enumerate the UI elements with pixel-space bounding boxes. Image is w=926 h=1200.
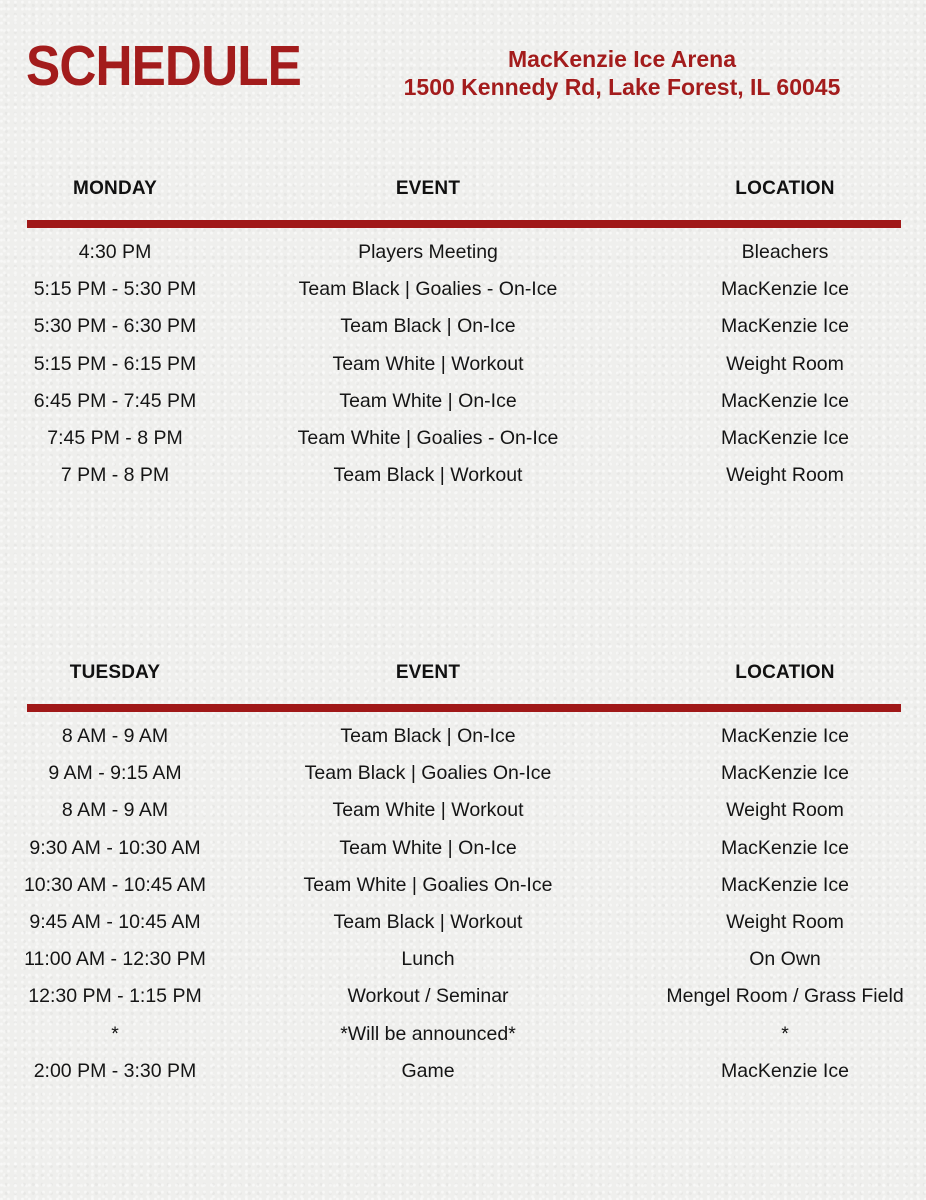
location-cell: Weight Room	[726, 352, 844, 375]
monday-divider	[27, 220, 901, 228]
venue-name: MacKenzie Ice Arena	[508, 46, 736, 72]
event-cell: Team Black | Goalies On-Ice	[304, 762, 552, 785]
table-row	[0, 985, 926, 1022]
monday-rows	[0, 241, 926, 501]
time-cell: 5:15 PM - 6:15 PM	[33, 352, 197, 375]
time-cell: 7:45 PM - 8 PM	[47, 426, 183, 449]
table-row	[0, 241, 926, 278]
location-cell: *	[781, 1022, 789, 1045]
event-cell: Team White | Goalies On-Ice	[303, 873, 553, 896]
tuesday-event-header: EVENT	[395, 662, 461, 683]
tuesday-location-header: LOCATION	[735, 662, 835, 683]
table-row	[0, 762, 926, 799]
table-row	[0, 315, 926, 352]
venue-info	[330, 46, 914, 101]
event-cell: Team Black | On-Ice	[340, 315, 516, 338]
table-row	[0, 1023, 926, 1060]
event-cell: Workout / Seminar	[347, 985, 509, 1008]
time-cell: 5:15 PM - 5:30 PM	[33, 278, 197, 301]
time-cell: 4:30 PM	[78, 241, 152, 263]
location-cell: Bleachers	[741, 241, 829, 263]
time-cell: 5:30 PM - 6:30 PM	[33, 315, 197, 338]
event-cell: Game	[401, 1059, 455, 1082]
location-cell: On Own	[749, 948, 821, 971]
event-cell: Team Black | Workout	[333, 464, 523, 487]
table-row	[0, 799, 926, 836]
time-cell: 9:30 AM - 10:30 AM	[29, 836, 201, 859]
page-title: SCHEDULE	[26, 34, 301, 98]
location-cell: MacKenzie Ice	[721, 725, 849, 747]
tuesday-day-header: TUESDAY	[69, 662, 161, 683]
time-cell: 7 PM - 8 PM	[60, 464, 170, 487]
time-cell: *	[111, 1022, 119, 1045]
location-cell: Mengel Room / Grass Field	[666, 985, 904, 1008]
table-row	[0, 278, 926, 315]
monday-event-header: EVENT	[395, 178, 461, 199]
table-row	[0, 390, 926, 427]
time-cell: 10:30 AM - 10:45 AM	[23, 873, 207, 896]
time-cell: 12:30 PM - 1:15 PM	[28, 985, 202, 1008]
location-cell: MacKenzie Ice	[721, 762, 849, 785]
event-cell: Players Meeting	[358, 241, 498, 263]
tuesday-schedule	[0, 662, 926, 1082]
table-row	[0, 837, 926, 874]
venue-address: 1500 Kennedy Rd, Lake Forest, IL 60045	[403, 73, 841, 100]
event-cell: *Will be announced*	[340, 1022, 516, 1045]
time-cell: 11:00 AM - 12:30 PM	[24, 948, 206, 971]
table-row	[0, 427, 926, 464]
monday-location-header: LOCATION	[735, 178, 835, 199]
time-cell: 9:45 AM - 10:45 AM	[29, 910, 201, 933]
location-cell: MacKenzie Ice	[721, 389, 849, 412]
monday-day-header: MONDAY	[73, 178, 157, 199]
event-cell: Team Black | On-Ice	[340, 725, 516, 747]
event-cell: Team White | Workout	[332, 352, 524, 375]
time-cell: 9 AM - 9:15 AM	[48, 762, 182, 785]
event-cell: Team White | Workout	[332, 799, 524, 822]
location-cell: Weight Room	[726, 799, 844, 822]
table-row	[0, 464, 926, 501]
time-cell: 8 AM - 9 AM	[61, 799, 169, 822]
time-cell: 6:45 PM - 7:45 PM	[33, 389, 197, 412]
event-cell: Team White | Goalies - On-Ice	[297, 426, 559, 449]
event-cell: Team White | On-Ice	[339, 389, 517, 412]
event-cell: Team White | On-Ice	[339, 836, 517, 859]
table-row	[0, 353, 926, 390]
table-row	[0, 911, 926, 948]
event-cell: Team Black | Workout	[333, 910, 523, 933]
tuesday-rows	[0, 725, 926, 1097]
table-row	[0, 1060, 926, 1097]
location-cell: Weight Room	[726, 910, 844, 933]
time-cell: 8 AM - 9 AM	[61, 725, 169, 747]
table-row	[0, 874, 926, 911]
location-cell: Weight Room	[726, 464, 844, 487]
table-row	[0, 948, 926, 985]
tuesday-header-row	[0, 662, 926, 692]
location-cell: MacKenzie Ice	[721, 278, 849, 301]
tuesday-divider	[27, 704, 901, 712]
location-cell: MacKenzie Ice	[721, 873, 849, 896]
location-cell: MacKenzie Ice	[721, 836, 849, 859]
monday-header-row	[0, 178, 926, 208]
event-cell: Team Black | Goalies - On-Ice	[298, 278, 558, 301]
event-cell: Lunch	[401, 948, 455, 971]
time-cell: 2:00 PM - 3:30 PM	[33, 1059, 197, 1082]
location-cell: MacKenzie Ice	[721, 426, 849, 449]
location-cell: MacKenzie Ice	[721, 1059, 849, 1082]
location-cell: MacKenzie Ice	[721, 315, 849, 338]
monday-schedule	[0, 178, 926, 487]
table-row	[0, 725, 926, 762]
